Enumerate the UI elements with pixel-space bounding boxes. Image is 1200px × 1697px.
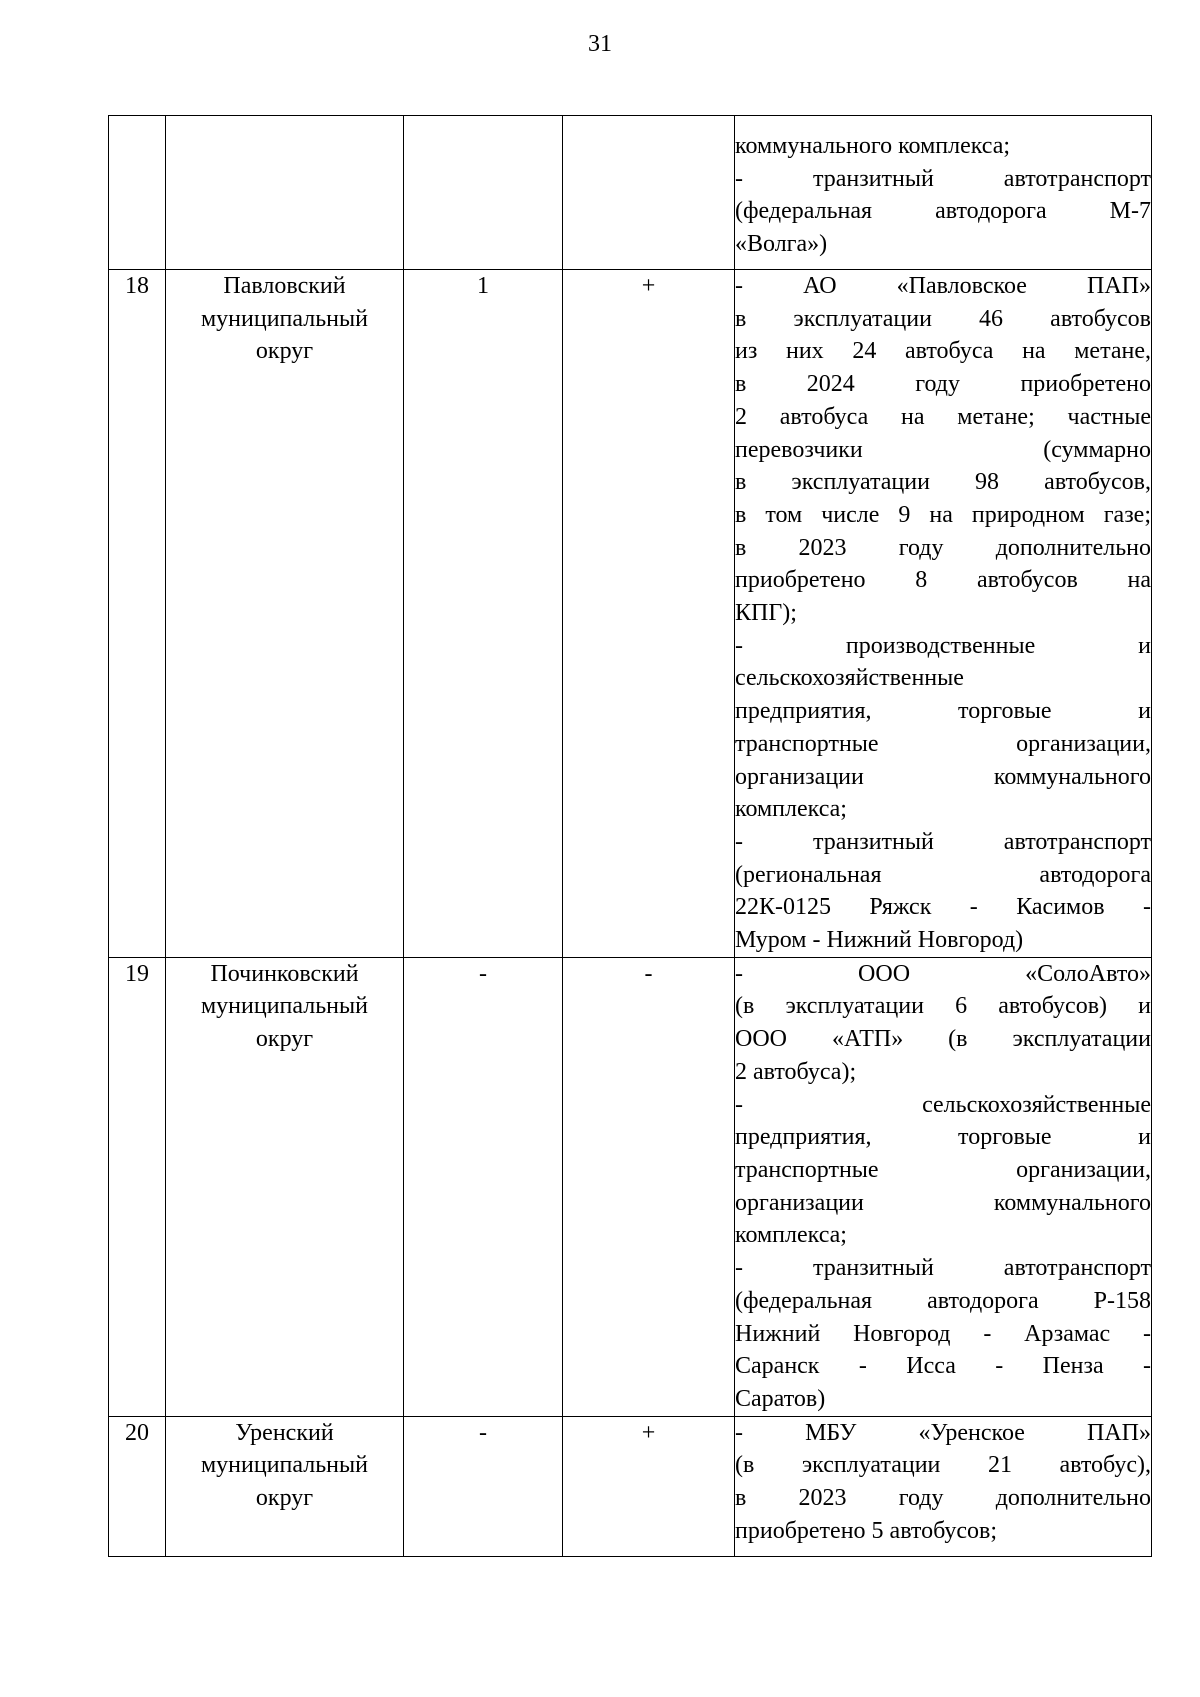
description-line: Нижний Новгород - Арзамас - (735, 1320, 1151, 1347)
description-line: - МБУ «Уренское ПАП» (735, 1419, 1151, 1446)
description-line: транспортные организации, (735, 730, 1151, 757)
description-line: - транзитный автотранспорт (735, 1255, 1151, 1282)
description-line: Саратов) (735, 1385, 826, 1412)
description-line: (региональная автодорога (735, 861, 1151, 888)
table-row (109, 957, 1152, 1416)
description-line: - транзитный автотранспорт (735, 828, 1151, 855)
description-line: (федеральная автодорога Р-158 (735, 1287, 1151, 1314)
row-number: 20 (109, 1416, 166, 1556)
district-name-line: муниципальный (200, 1452, 368, 1479)
description-line: 22К-0125 Ряжск - Касимов - (735, 894, 1151, 921)
description-line: комплекса; (735, 796, 847, 823)
description-line: «Волга») (735, 231, 828, 258)
description-line: в 2023 году дополнительно (735, 534, 1151, 561)
description-line: в том числе 9 на природном газе; (735, 501, 1151, 528)
table-row (109, 1416, 1152, 1556)
description-line: - транзитный автотранспорт (735, 165, 1151, 192)
district-name (166, 270, 404, 958)
page-number: 31 (588, 31, 612, 57)
cell-col3: - (404, 957, 563, 1416)
description-line: в 2024 году приобретено (735, 371, 1151, 398)
description-line: транспортные организации, (735, 1156, 1151, 1183)
description-line: Муром - Нижний Новгород) (735, 927, 1024, 954)
table-row-continuation (109, 116, 1152, 270)
description-line: - производственные и (735, 632, 1151, 659)
description-line: КПГ); (735, 600, 797, 627)
district-name-line: округ (255, 1026, 314, 1053)
description-line: Саранск - Исса - Пенза - (735, 1353, 1151, 1380)
cell-col4: + (563, 270, 735, 958)
cell-description (735, 957, 1152, 1416)
cell-col3: - (404, 1416, 563, 1556)
description-line: приобретено 8 автобусов на (735, 567, 1151, 594)
description-line: 2 автобуса); (735, 1058, 857, 1085)
description-line: перевозчики (суммарно (735, 436, 1151, 463)
cell-number (109, 116, 166, 270)
district-name (166, 1416, 404, 1556)
cell-col4 (563, 116, 735, 270)
description-line: (в эксплуатации 21 автобус), (735, 1452, 1151, 1479)
cell-col3 (404, 116, 563, 270)
cell-name (166, 116, 404, 270)
description-line: (федеральная автодорога М-7 (735, 198, 1151, 225)
description-line: предприятия, торговые и (735, 1124, 1151, 1151)
cell-description (735, 1416, 1152, 1556)
district-name-line: Уренский (235, 1419, 334, 1446)
district-name-line: округ (255, 1485, 314, 1512)
district-name-line: округ (255, 338, 314, 365)
data-table (108, 115, 1152, 1557)
description-line: организации коммунального (735, 1189, 1151, 1216)
district-name-line: Починковский (210, 960, 359, 987)
description-line: коммунального комплекса; (735, 133, 1011, 159)
table-body (109, 116, 1152, 1557)
description-line: в эксплуатации 98 автобусов, (735, 469, 1151, 496)
table-row (109, 270, 1152, 958)
description-line: 2 автобуса на метане; частные (735, 403, 1151, 430)
description-line: предприятия, торговые и (735, 698, 1151, 725)
district-name-line: муниципальный (200, 305, 368, 332)
cell-description (735, 270, 1152, 958)
description-line: - сельскохозяйственные (735, 1091, 1151, 1118)
district-name (166, 957, 404, 1416)
description-line: организации коммунального (735, 763, 1151, 790)
description-line: (в эксплуатации 6 автобусов) и (735, 993, 1151, 1020)
description-line: - АО «Павловское ПАП» (735, 273, 1151, 299)
description-line: в эксплуатации 46 автобусов (735, 305, 1151, 332)
cell-col3: 1 (404, 270, 563, 958)
description-line: приобретено 5 автобусов; (735, 1517, 998, 1544)
description-line: из них 24 автобуса на метане, (735, 338, 1151, 365)
cell-col4: + (563, 1416, 735, 1556)
cell-col4: - (563, 957, 735, 1416)
row-number: 19 (109, 957, 166, 1416)
description-line: в 2023 году дополнительно (735, 1485, 1151, 1512)
cell-description (735, 116, 1152, 270)
description-line: сельскохозяйственные (735, 665, 964, 692)
description-line: ООО «АТП» (в эксплуатации (735, 1026, 1151, 1053)
description-line: комплекса; (735, 1222, 847, 1249)
description-line: - ООО «СолоАвто» (735, 960, 1151, 987)
district-name-line: муниципальный (200, 993, 368, 1020)
district-name-line: Павловский (223, 273, 346, 299)
row-number: 18 (109, 270, 166, 958)
